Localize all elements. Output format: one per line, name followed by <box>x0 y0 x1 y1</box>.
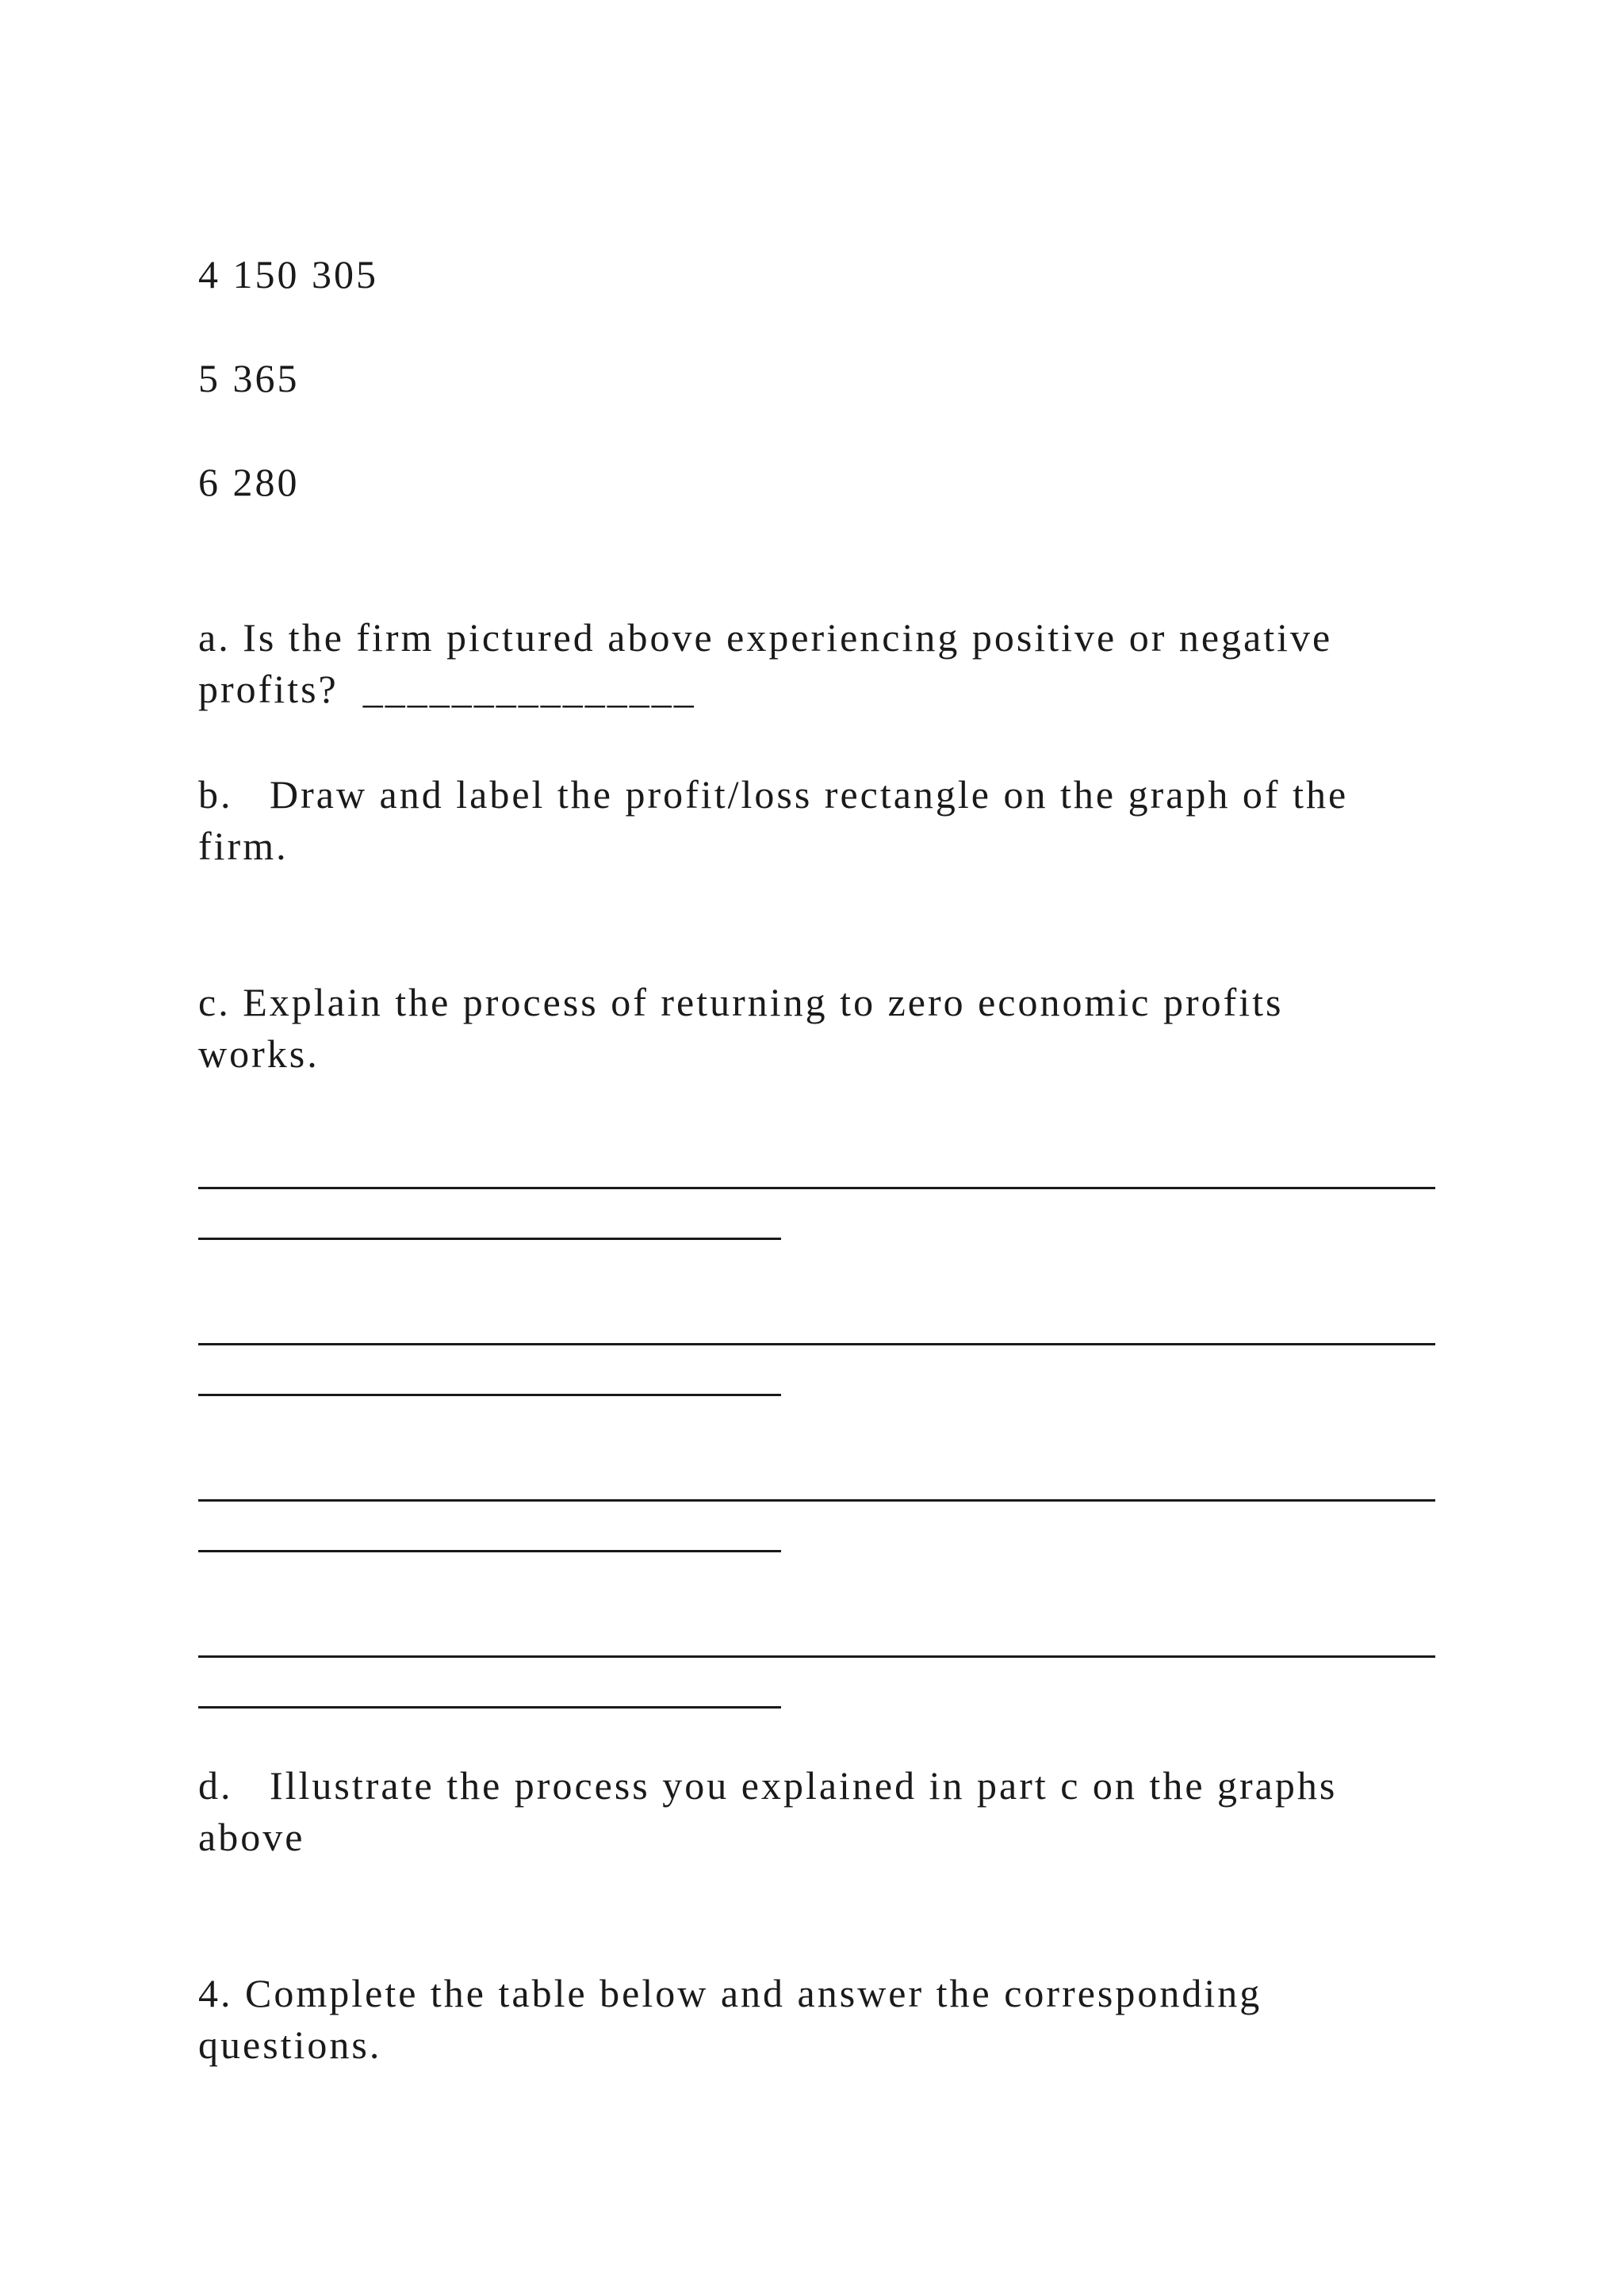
answer-line-2a <box>198 1343 1435 1345</box>
answer-line-3a <box>198 1499 1435 1502</box>
question-4-line-1: 4. Complete the table below and answer the corresponding <box>198 1971 1262 2015</box>
question-a-line-1: a. Is the firm pictured above experiencing positive or negative <box>198 615 1333 660</box>
answer-line-1b <box>198 1238 781 1240</box>
question-b-line-2: firm. <box>198 824 289 868</box>
question-d-line-2: above <box>198 1815 305 1859</box>
data-row-3: 6 280 <box>198 460 300 504</box>
data-row-2: 5 365 <box>198 356 300 400</box>
question-a-line-2: profits? _______________ <box>198 667 696 711</box>
answer-line-2b <box>198 1394 781 1396</box>
answer-line-4a <box>198 1655 1435 1658</box>
question-c-line-2: works. <box>198 1031 320 1076</box>
question-d-line-1: d. Illustrate the process you explained in part c on the graphs <box>198 1763 1338 1808</box>
answer-line-3b <box>198 1550 781 1552</box>
data-row-1: 4 150 305 <box>198 252 378 297</box>
question-4-line-2: questions. <box>198 2022 382 2067</box>
question-c-line-1: c. Explain the process of returning to zero economic profits <box>198 980 1284 1024</box>
answer-line-1a <box>198 1187 1435 1189</box>
answer-line-4b <box>198 1706 781 1709</box>
question-b-line-1: b. Draw and label the profit/loss rectangle on the graph of the <box>198 772 1349 817</box>
